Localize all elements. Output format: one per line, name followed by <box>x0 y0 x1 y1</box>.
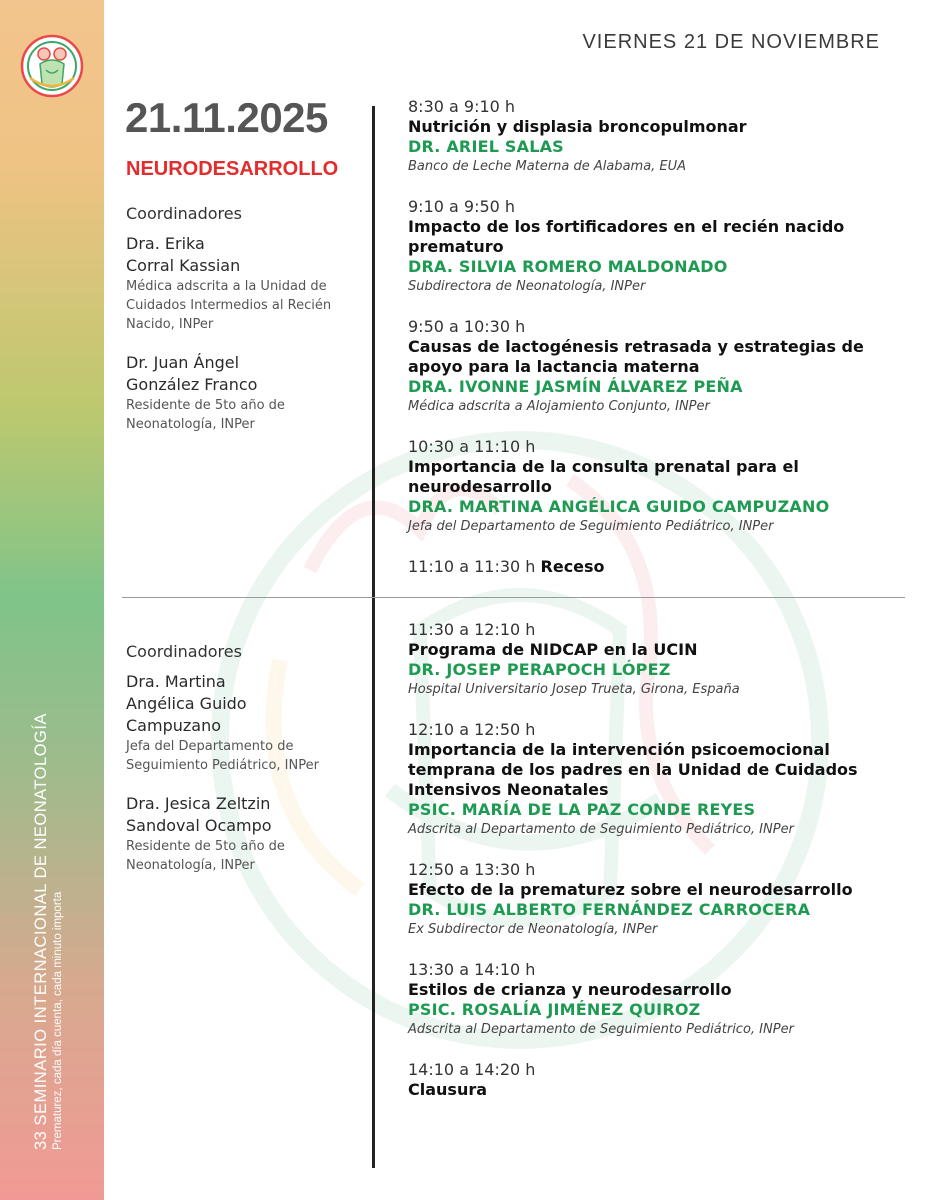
closing-item <box>408 1060 888 1100</box>
session-affiliation: Hospital Universitario Josep Trueta, Girona, España <box>408 682 740 697</box>
session-speaker: DRA. IVONNE JASMÍN ÁLVAREZ PEÑA <box>408 377 743 396</box>
coordinators-label: Coordinadores <box>126 642 242 661</box>
section-title: NEURODESARROLLO <box>126 158 339 180</box>
coordinators-block-1 <box>126 204 371 452</box>
event-date: 21.11.2025 <box>125 94 328 141</box>
session-title: Importancia de la intervención psicoemocional temprana de los padres en la Unidad de Cuidados Intensivos Neonatales <box>408 740 858 799</box>
session-time: 12:10 a 12:50 h <box>408 720 536 739</box>
session-title: Nutrición y displasia broncopulmonar <box>408 117 747 136</box>
coordinator-name: Angélica Guido Campuzano <box>126 694 247 735</box>
session-time: 9:10 a 9:50 h <box>408 197 516 216</box>
vertical-divider <box>372 106 375 1168</box>
header-day-label: VIERNES 21 DE NOVIEMBRE <box>582 31 880 53</box>
session-affiliation: Ex Subdirector de Neonatología, INPer <box>408 922 658 937</box>
break-item <box>408 557 888 577</box>
sidebar-band <box>0 0 104 1200</box>
break-time: 11:10 a 11:30 h <box>408 557 536 576</box>
session-speaker: DRA. MARTINA ANGÉLICA GUIDO CAMPUZANO <box>408 497 830 516</box>
session-item <box>408 720 888 840</box>
session-item <box>408 860 888 940</box>
session-title: Importancia de la consulta prenatal para el neurodesarrollo <box>408 457 799 496</box>
coordinator-name: Sandoval Ocampo <box>126 816 272 835</box>
session-speaker: DRA. SILVIA ROMERO MALDONADO <box>408 257 728 276</box>
sidebar-text <box>31 690 135 1150</box>
session-speaker: DR. ARIEL SALAS <box>408 137 564 156</box>
seminar-logo-icon <box>20 34 84 98</box>
session-time: 13:30 a 14:10 h <box>408 960 536 979</box>
session-affiliation: Adscrita al Departamento de Seguimiento Pediátrico, INPer <box>408 1022 794 1037</box>
coordinator-name: Dra. Erika <box>126 234 205 253</box>
session-item <box>408 960 888 1040</box>
seminar-slogan: Prematurez, cada día cuenta, cada minuto importa <box>52 891 64 1150</box>
session-affiliation: Adscrita al Departamento de Seguimiento Pediátrico, INPer <box>408 822 794 837</box>
session-title: Estilos de crianza y neurodesarrollo <box>408 980 732 999</box>
closing-label: Clausura <box>408 1080 488 1099</box>
coordinator-name: Dra. Jesica Zeltzin <box>126 794 271 813</box>
session-time: 11:30 a 12:10 h <box>408 620 536 639</box>
session-title: Causas de lactogénesis retrasada y estrategias de apoyo para la lactancia materna <box>408 337 864 376</box>
coordinator-role: Residente de 5to año de Neonatología, INPer <box>126 398 285 432</box>
coordinator-role: Jefa del Departamento de Seguimiento Pediátrico, INPer <box>126 739 319 773</box>
break-label: Receso <box>540 557 605 576</box>
session-affiliation: Jefa del Departamento de Seguimiento Pediátrico, INPer <box>408 519 774 534</box>
session-affiliation: Banco de Leche Materna de Alabama, EUA <box>408 159 687 174</box>
session-affiliation: Subdirectora de Neonatología, INPer <box>408 279 646 294</box>
session-title: Efecto de la prematurez sobre el neurodesarrollo <box>408 880 853 899</box>
session-item <box>408 437 888 537</box>
coordinator-name: Dr. Juan Ángel <box>126 353 240 372</box>
coordinator-role: Médica adscrita a la Unidad de Cuidados Intermedios al Recién Nacido, INPer <box>126 279 332 332</box>
coordinator-name: Dra. Martina <box>126 672 226 691</box>
session-title: Programa de NIDCAP en la UCIN <box>408 640 698 659</box>
session-time: 12:50 a 13:30 h <box>408 860 536 879</box>
coordinators-label: Coordinadores <box>126 204 242 223</box>
seminar-title: 33 SEMINARIO INTERNACIONAL DE NEONATOLOGÍA <box>32 713 50 1150</box>
session-item <box>408 97 888 177</box>
coordinator-role: Residente de 5to año de Neonatología, INPer <box>126 839 285 873</box>
coordinator-name: Corral Kassian <box>126 256 241 275</box>
horizontal-divider <box>122 597 905 598</box>
session-item <box>408 317 888 417</box>
session-time: 8:30 a 9:10 h <box>408 97 516 116</box>
session-title: Impacto de los fortificadores en el recién nacido prematuro <box>408 217 845 256</box>
session-speaker: DR. JOSEP PERAPOCH LÓPEZ <box>408 660 671 679</box>
session-speaker: DR. LUIS ALBERTO FERNÁNDEZ CARROCERA <box>408 900 811 919</box>
coordinator-name: González Franco <box>126 375 258 394</box>
session-affiliation: Médica adscrita a Alojamiento Conjunto, INPer <box>408 399 710 414</box>
sessions-list-late <box>408 620 888 1120</box>
session-speaker: PSIC. ROSALÍA JIMÉNEZ QUIROZ <box>408 1000 701 1019</box>
session-speaker: PSIC. MARÍA DE LA PAZ CONDE REYES <box>408 800 756 819</box>
session-time: 10:30 a 11:10 h <box>408 437 536 456</box>
sessions-list-morning <box>408 97 888 577</box>
coordinators-block-2 <box>126 642 326 893</box>
closing-time: 14:10 a 14:20 h <box>408 1060 536 1079</box>
session-item <box>408 197 888 297</box>
session-time: 9:50 a 10:30 h <box>408 317 526 336</box>
session-item <box>408 620 888 700</box>
